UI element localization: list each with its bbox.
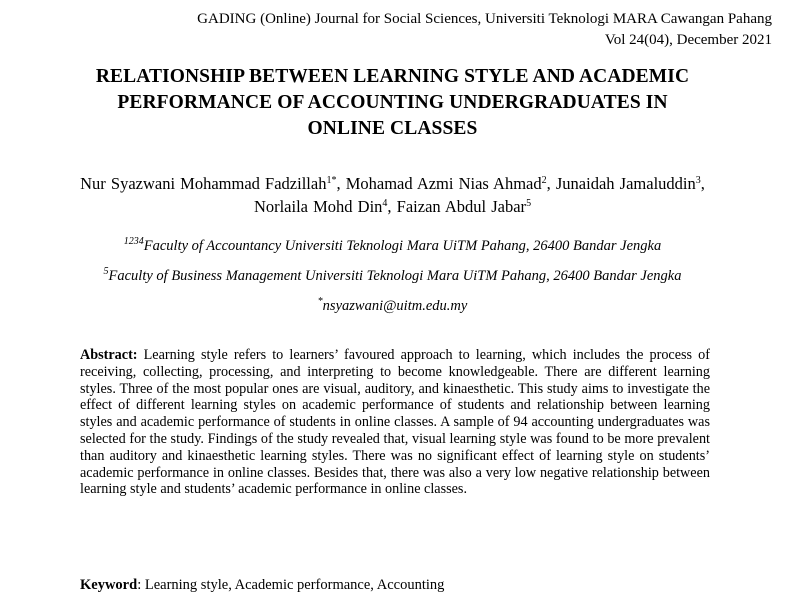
author-line-2: Norlaila Mohd Din$^4$, Faizan Abdul Jabar$^5$ [253, 197, 532, 216]
author-name: Nur Syazwani Mohammad Fadzillah [80, 174, 327, 193]
author-superscript: 4 [382, 198, 388, 209]
author-list [0, 172, 785, 218]
journal-name: GADING (Online) Journal for Social Sciences, Universiti Teknologi MARA Cawangan Pahang [197, 11, 772, 27]
abstract-text: Learning style refers to learners’ favoured approach to learning, which includes the process of receiving, collecting, processing, and interpreting to become knowledgeable. There are different learning styles. Three of the most popular ones are visual, auditory, and kinaesthetic. This study aims to investigate the effect of different learning styles on academic performance of students and relationship between learning styles and academic performance of students in online classes. A sample of 94 accounting undergraduates was selected for the study. Findings of the study revealed that, visual learning style was found to be more prevalent than auditory and kinaesthetic learning styles. There was no significant effect of learning style on students’ academic performance in online classes. Besides that, there was also a very low negative relationship between learning style and students’ academic performance in online classes. [80, 347, 710, 498]
abstract-label: Abstract: [80, 347, 138, 363]
author-name: Faizan Abdul Jabar [396, 197, 527, 216]
author-superscript: 5 [526, 198, 532, 209]
keyword-text: : Learning style, Academic performance, Accounting [137, 577, 445, 593]
affiliation-text: Faculty of Business Management Universiti Teknologi Mara UiTM Pahang, 26400 Bandar Jengka [108, 268, 682, 284]
affiliation-superscript: 5 [103, 266, 109, 277]
title-line-2: PERFORMANCE OF ACCOUNTING UNDERGRADUATES IN [117, 92, 668, 113]
title-line-3: ONLINE CLASSES [307, 118, 478, 139]
title-line-1: RELATIONSHIP BETWEEN LEARNING STYLE AND ACADEMIC [95, 66, 690, 87]
author-superscript: 1* [326, 175, 337, 186]
author-superscript: 2 [541, 175, 547, 186]
affiliation [0, 236, 785, 256]
paper-title [20, 64, 765, 142]
author-line-1: Nur Syazwani Mohammad Fadzillah$^{1*}$, Mohamad Azmi Nias Ahmad$^2$, Junaidah Jamaluddin$^3$, [80, 174, 705, 193]
author-superscript: 3 [695, 175, 701, 186]
abstract [80, 347, 710, 498]
journal-volume: Vol 24(04), December 2021 [604, 32, 772, 48]
email-address: nsyazwani@uitm.edu.my [322, 298, 468, 314]
author-name: Norlaila Mohd Din [253, 197, 383, 216]
corresponding-email [0, 296, 785, 316]
journal-header [197, 9, 772, 51]
keywords [80, 576, 444, 594]
email-superscript: * [317, 296, 323, 307]
affiliation [0, 266, 785, 286]
author-name: Mohamad Azmi Nias Ahmad [345, 174, 542, 193]
keyword-label: Keyword [80, 577, 138, 593]
author-name: Junaidah Jamaluddin [555, 174, 696, 193]
affiliation-text: Faculty of Accountancy Universiti Teknologi Mara UiTM Pahang, 26400 Bandar Jengka [143, 238, 662, 254]
affiliation-superscript: 1234 [123, 236, 144, 247]
